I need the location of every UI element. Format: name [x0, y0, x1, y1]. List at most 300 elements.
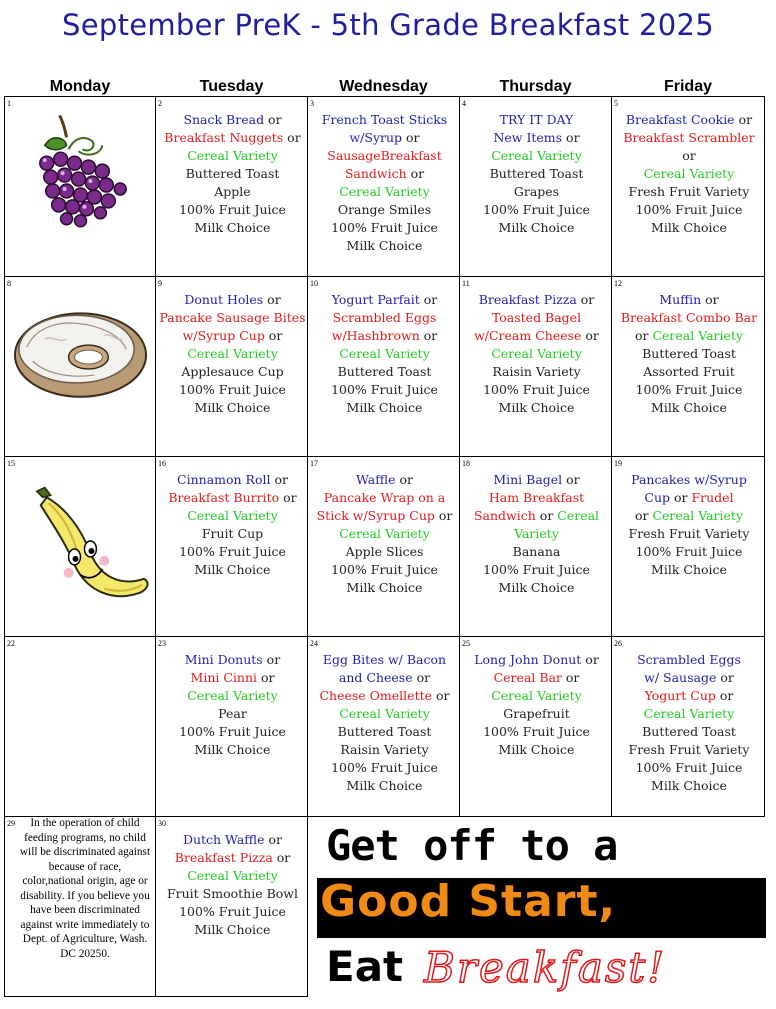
- menu-line: [463, 309, 610, 327]
- week-row: [5, 277, 765, 457]
- menu-text: or: [406, 166, 425, 181]
- menu-text: Cereal Variety: [187, 148, 278, 163]
- menu-text: Fruit Smoothie Bowl: [166, 886, 298, 901]
- menu-line: [159, 345, 306, 363]
- grapes-image: [5, 97, 155, 276]
- menu-text: Cereal Variety: [491, 346, 582, 361]
- menu-line: [159, 723, 306, 741]
- day-number: 29: [7, 819, 15, 828]
- menu-line: [463, 525, 610, 543]
- day-number: 15: [7, 459, 15, 468]
- menu-line: [463, 399, 610, 417]
- day-cell: [308, 637, 460, 817]
- menu-text: Yogurt Parfait: [331, 292, 420, 307]
- day-cell: [612, 457, 765, 637]
- menu-text: Milk Choice: [498, 220, 575, 235]
- menu-text: Sandwich: [473, 508, 536, 523]
- menu-line: [615, 129, 763, 147]
- day-cell: [308, 457, 460, 637]
- menu-text: or: [634, 508, 653, 523]
- day-cell: [156, 277, 308, 457]
- day-number: 19: [614, 459, 622, 468]
- day-cell: [460, 97, 612, 277]
- menu-line: [463, 705, 610, 723]
- day-cell: [460, 457, 612, 637]
- day-cell: [612, 637, 765, 817]
- menu-line: [463, 741, 610, 759]
- menu-text: Mini Bagel: [493, 472, 563, 487]
- menu-text: Milk Choice: [346, 400, 423, 415]
- menu-line: [615, 147, 763, 165]
- menu-text: Milk Choice: [498, 400, 575, 415]
- menu-text: Milk Choice: [194, 742, 271, 757]
- menu-line: [159, 867, 306, 885]
- menu-text: or: [670, 490, 692, 505]
- menu-line: [159, 831, 306, 849]
- menu-text: Buttered Toast: [642, 346, 736, 361]
- menu-text: TRY IT DAY: [499, 112, 574, 127]
- menu-text: Cereal Variety: [643, 706, 735, 721]
- menu-items: [460, 637, 611, 759]
- day-cell: [460, 277, 612, 457]
- menu-text: Ham Breakfast: [488, 490, 585, 505]
- menu-line: [463, 111, 610, 129]
- menu-text: 100% Fruit Juice: [483, 562, 590, 577]
- menu-text: Fresh Fruit Variety: [628, 184, 750, 199]
- menu-line: [463, 723, 610, 741]
- menu-text: Pancake Sausage Bites: [159, 310, 306, 325]
- day-number: 17: [310, 459, 318, 468]
- weekday-header: Monday: [49, 78, 111, 95]
- menu-items: [460, 277, 611, 417]
- day-number: 12: [614, 279, 622, 288]
- menu-line: [159, 165, 306, 183]
- day-cell: [612, 277, 765, 457]
- menu-line: [159, 705, 306, 723]
- menu-text: w/ Sausage: [644, 670, 717, 685]
- menu-text: Cereal Variety: [491, 688, 582, 703]
- menu-line: [463, 363, 610, 381]
- menu-text: Cereal Bar: [493, 670, 562, 685]
- day-number: 2: [158, 99, 162, 108]
- menu-line: [159, 543, 306, 561]
- menu-text: Apple: [214, 184, 251, 199]
- day-cell: [156, 817, 308, 997]
- bagel-image: [5, 277, 155, 456]
- menu-text: Grapes: [513, 184, 560, 199]
- menu-line: [463, 543, 610, 561]
- menu-text: Donut Holes: [184, 292, 264, 307]
- menu-line: [463, 219, 610, 237]
- menu-text: 100% Fruit Juice: [483, 382, 590, 397]
- menu-line: [311, 147, 458, 165]
- menu-line: [159, 885, 306, 903]
- day-number: 30: [158, 819, 166, 828]
- menu-line: [311, 237, 458, 255]
- menu-text: or: [734, 112, 753, 127]
- menu-text: or: [395, 472, 413, 487]
- menu-text: Fresh Fruit Variety: [628, 742, 750, 757]
- menu-line: [159, 507, 306, 525]
- week-row: [5, 817, 765, 997]
- menu-line: [159, 381, 306, 399]
- menu-line: [463, 165, 610, 183]
- menu-line: [615, 111, 763, 129]
- menu-text: Mini Donuts: [184, 652, 263, 667]
- menu-text: Breakfast Pizza: [174, 850, 273, 865]
- promo-line-1: Get off to a: [326, 821, 618, 870]
- day-number: 9: [158, 279, 162, 288]
- menu-items: [460, 457, 611, 597]
- menu-text: Cereal Variety: [652, 328, 744, 343]
- menu-line: [311, 345, 458, 363]
- menu-text: Toasted Bagel: [491, 310, 582, 325]
- menu-text: 100% Fruit Juice: [331, 562, 438, 577]
- menu-text: Milk Choice: [498, 742, 575, 757]
- menu-line: [311, 723, 458, 741]
- menu-text: Variety: [514, 526, 559, 541]
- menu-text: Fruit Cup: [201, 526, 264, 541]
- nondiscrimination-notice: In the operation of child feeding programs, no child will be discriminated against because of race, color,national origin, age or disability. If you believe you have been discriminated against write immediately to Dept. of Agriculture, Wash. DC 20250.: [19, 817, 151, 960]
- menu-items: [156, 637, 307, 759]
- menu-line: [615, 471, 763, 489]
- menu-text: Mini Cinni: [190, 670, 257, 685]
- menu-text: 100% Fruit Juice: [179, 202, 286, 217]
- day-number: 3: [310, 99, 314, 108]
- weekday-header: Thursday: [499, 78, 572, 95]
- menu-line: [311, 543, 458, 561]
- menu-line: [615, 219, 763, 237]
- menu-line: [311, 759, 458, 777]
- menu-text: Pancake Wrap on a: [323, 490, 446, 505]
- menu-line: [463, 489, 610, 507]
- menu-text: or: [264, 112, 282, 127]
- menu-line: [615, 759, 763, 777]
- menu-line: [159, 903, 306, 921]
- menu-line: [159, 111, 306, 129]
- menu-line: [311, 741, 458, 759]
- promo-line-2: Good Start,: [320, 876, 617, 927]
- day-number: 26: [614, 639, 622, 648]
- weekday-header-row: [5, 72, 765, 97]
- weekday-header: Wednesday: [339, 78, 428, 95]
- menu-line: [159, 183, 306, 201]
- day-number: 10: [310, 279, 318, 288]
- promo-banner: [308, 817, 765, 997]
- menu-line: [615, 345, 763, 363]
- menu-line: [159, 561, 306, 579]
- menu-text: or: [283, 130, 301, 145]
- menu-line: [159, 201, 306, 219]
- day-cell: [308, 97, 460, 277]
- menu-line: [615, 741, 763, 759]
- menu-line: [311, 291, 458, 309]
- promo-line-3-eat: Eat: [326, 942, 404, 991]
- menu-items: [156, 457, 307, 579]
- menu-text: or: [561, 670, 580, 685]
- menu-line: [311, 309, 458, 327]
- menu-line: [615, 309, 763, 327]
- menu-text: Cereal Variety: [187, 868, 278, 883]
- menu-text: Cinnamon Roll: [177, 472, 271, 487]
- menu-line: [311, 579, 458, 597]
- menu-text: or: [581, 328, 599, 343]
- menu-text: Milk Choice: [194, 562, 271, 577]
- menu-line: [159, 363, 306, 381]
- day-cell: [460, 637, 612, 817]
- menu-text: or: [262, 652, 281, 667]
- menu-text: or: [432, 688, 450, 703]
- menu-items: [612, 277, 764, 417]
- menu-line: [311, 471, 458, 489]
- menu-line: [159, 651, 306, 669]
- menu-text: Buttered Toast: [489, 166, 584, 181]
- menu-calendar: [4, 72, 765, 997]
- menu-text: Long John Donut: [474, 652, 582, 667]
- menu-text: Assorted Fruit: [643, 364, 735, 379]
- menu-line: [463, 669, 610, 687]
- menu-line: [463, 345, 610, 363]
- menu-text: or: [562, 130, 580, 145]
- menu-line: [615, 525, 763, 543]
- menu-line: [159, 687, 306, 705]
- menu-text: Applesauce Cup: [181, 364, 284, 379]
- menu-text: Frudel: [691, 490, 734, 505]
- menu-text: Milk Choice: [651, 562, 727, 577]
- menu-text: Muffin: [659, 292, 702, 307]
- menu-text: Cup: [644, 490, 671, 505]
- menu-line: [159, 309, 306, 327]
- menu-text: Raisin Variety: [340, 742, 429, 757]
- menu-text: 100% Fruit Juice: [635, 382, 743, 397]
- menu-text: Breakfast Burrito: [168, 490, 280, 505]
- menu-line: [159, 291, 306, 309]
- menu-line: [311, 561, 458, 579]
- menu-text: or: [263, 292, 281, 307]
- menu-line: [311, 219, 458, 237]
- menu-items: [460, 97, 611, 237]
- menu-text: Milk Choice: [651, 400, 727, 415]
- menu-text: 100% Fruit Juice: [635, 544, 743, 559]
- menu-text: or: [535, 508, 558, 523]
- day-number: 22: [7, 639, 15, 648]
- menu-line: [615, 669, 763, 687]
- week-row: [5, 637, 765, 817]
- menu-text: French Toast Sticks: [321, 112, 448, 127]
- menu-text: Milk Choice: [651, 778, 727, 793]
- menu-text: Cereal Variety: [339, 346, 430, 361]
- menu-text: Pancakes w/Syrup: [631, 472, 747, 487]
- menu-line: [159, 525, 306, 543]
- menu-items: [612, 637, 764, 795]
- menu-line: [159, 489, 306, 507]
- day-cell-monday: [5, 637, 156, 817]
- day-cell: [612, 97, 765, 277]
- menu-line: [159, 741, 306, 759]
- menu-line: [463, 129, 610, 147]
- menu-line: [615, 507, 763, 525]
- menu-line: [311, 489, 458, 507]
- menu-line: [463, 651, 610, 669]
- weekday-header: Tuesday: [199, 78, 264, 95]
- menu-line: [615, 561, 763, 579]
- menu-line: [159, 669, 306, 687]
- menu-text: w/Hashbrown: [331, 328, 420, 343]
- menu-line: [615, 489, 763, 507]
- day-number: 18: [462, 459, 470, 468]
- menu-text: Fresh Fruit Variety: [628, 526, 750, 541]
- menu-text: Buttered Toast: [642, 724, 736, 739]
- menu-text: 100% Fruit Juice: [331, 382, 438, 397]
- menu-line: [311, 777, 458, 795]
- menu-text: or: [581, 652, 599, 667]
- menu-text: Cereal Variety: [187, 688, 278, 703]
- menu-text: Cereal: [557, 508, 600, 523]
- menu-items: [612, 457, 764, 579]
- menu-text: Scrambled Eggs: [332, 310, 437, 325]
- menu-line: [311, 363, 458, 381]
- menu-text: or: [419, 328, 438, 343]
- menu-text: Egg Bites w/ Bacon: [322, 652, 447, 667]
- menu-text: or: [419, 292, 438, 307]
- day-cell: [156, 97, 308, 277]
- menu-text: or: [701, 292, 719, 307]
- menu-text: 100% Fruit Juice: [179, 544, 286, 559]
- menu-text: w/Syrup Cup: [182, 328, 265, 343]
- menu-text: Cereal Variety: [643, 166, 735, 181]
- menu-line: [615, 291, 763, 309]
- menu-text: Scrambled Eggs: [637, 652, 741, 667]
- day-number: 23: [158, 639, 166, 648]
- menu-line: [615, 201, 763, 219]
- menu-line: [159, 147, 306, 165]
- menu-text: Cereal Variety: [652, 508, 744, 523]
- day-cell: [156, 457, 308, 637]
- menu-line: [615, 687, 763, 705]
- menu-text: Breakfast Nuggets: [164, 130, 284, 145]
- day-number: 25: [462, 639, 470, 648]
- menu-line: [463, 201, 610, 219]
- menu-items: [308, 277, 459, 417]
- menu-line: [311, 129, 458, 147]
- menu-text: or: [412, 670, 431, 685]
- menu-text: Apple Slices: [345, 544, 424, 559]
- menu-text: Grapefruit: [503, 706, 570, 721]
- menu-line: [463, 381, 610, 399]
- menu-text: or: [402, 130, 420, 145]
- menu-line: [159, 921, 306, 939]
- menu-text: 100% Fruit Juice: [331, 220, 438, 235]
- menu-line: [311, 399, 458, 417]
- menu-line: [615, 327, 763, 345]
- menu-text: Milk Choice: [346, 778, 423, 793]
- day-number: 11: [462, 279, 470, 288]
- menu-text: Buttered Toast: [337, 724, 432, 739]
- menu-text: or: [716, 670, 734, 685]
- day-number: 8: [7, 279, 11, 288]
- menu-line: [311, 165, 458, 183]
- menu-text: or: [270, 472, 288, 487]
- menu-items: [156, 277, 307, 417]
- day-number: 1: [7, 99, 11, 108]
- menu-line: [311, 705, 458, 723]
- menu-line: [615, 381, 763, 399]
- menu-line: [311, 327, 458, 345]
- menu-text: Dutch Waffle: [182, 832, 265, 847]
- menu-items: [156, 817, 307, 939]
- menu-line: [463, 291, 610, 309]
- menu-text: or: [576, 292, 595, 307]
- menu-line: [615, 705, 763, 723]
- day-number: 16: [158, 459, 166, 468]
- banana-image: [5, 457, 155, 636]
- menu-text: Cereal Variety: [339, 706, 430, 721]
- menu-text: or: [279, 490, 297, 505]
- week-row: [5, 97, 765, 277]
- menu-text: Milk Choice: [651, 220, 727, 235]
- menu-line: [615, 723, 763, 741]
- menu-text: Breakfast Combo Bar: [620, 310, 758, 325]
- menu-line: [311, 687, 458, 705]
- menu-line: [159, 849, 306, 867]
- menu-line: [615, 543, 763, 561]
- menu-text: Cereal Variety: [187, 346, 278, 361]
- weekday-header: Friday: [663, 78, 712, 95]
- menu-text: Orange Smiles: [337, 202, 432, 217]
- menu-items: [308, 637, 459, 795]
- menu-text: or: [257, 670, 275, 685]
- menu-text: Stick w/Syrup Cup: [316, 508, 435, 523]
- menu-line: [159, 129, 306, 147]
- menu-text: Waffle: [356, 472, 396, 487]
- menu-text: Sandwich: [344, 166, 407, 181]
- menu-line: [311, 669, 458, 687]
- menu-line: [311, 183, 458, 201]
- day-cell-monday: [5, 817, 156, 997]
- menu-line: [159, 219, 306, 237]
- menu-text: Breakfast Pizza: [478, 292, 577, 307]
- menu-text: 100% Fruit Juice: [179, 382, 286, 397]
- menu-line: [159, 471, 306, 489]
- menu-text: Milk Choice: [194, 922, 271, 937]
- menu-items: [156, 97, 307, 237]
- menu-text: or: [264, 328, 283, 343]
- menu-items: [308, 457, 459, 597]
- menu-text: or: [434, 508, 453, 523]
- menu-line: [311, 525, 458, 543]
- menu-line: [615, 399, 763, 417]
- day-cell-monday: [5, 457, 156, 637]
- menu-text: Cereal Variety: [339, 526, 430, 541]
- menu-line: [615, 165, 763, 183]
- menu-line: [159, 327, 306, 345]
- menu-line: [463, 507, 610, 525]
- menu-text: Breakfast Cookie: [625, 112, 735, 127]
- menu-line: [311, 507, 458, 525]
- menu-line: [463, 687, 610, 705]
- menu-text: or: [562, 472, 580, 487]
- menu-line: [463, 327, 610, 345]
- menu-text: 100% Fruit Juice: [635, 760, 743, 775]
- page-title: September PreK - 5th Grade Breakfast 2025: [62, 8, 714, 42]
- menu-text: Cereal Variety: [491, 148, 582, 163]
- day-number: 5: [614, 99, 618, 108]
- menu-line: [463, 471, 610, 489]
- menu-text: New Items: [493, 130, 563, 145]
- menu-line: [463, 183, 610, 201]
- menu-text: Breakfast Scrambler: [623, 130, 755, 145]
- menu-text: or: [264, 832, 283, 847]
